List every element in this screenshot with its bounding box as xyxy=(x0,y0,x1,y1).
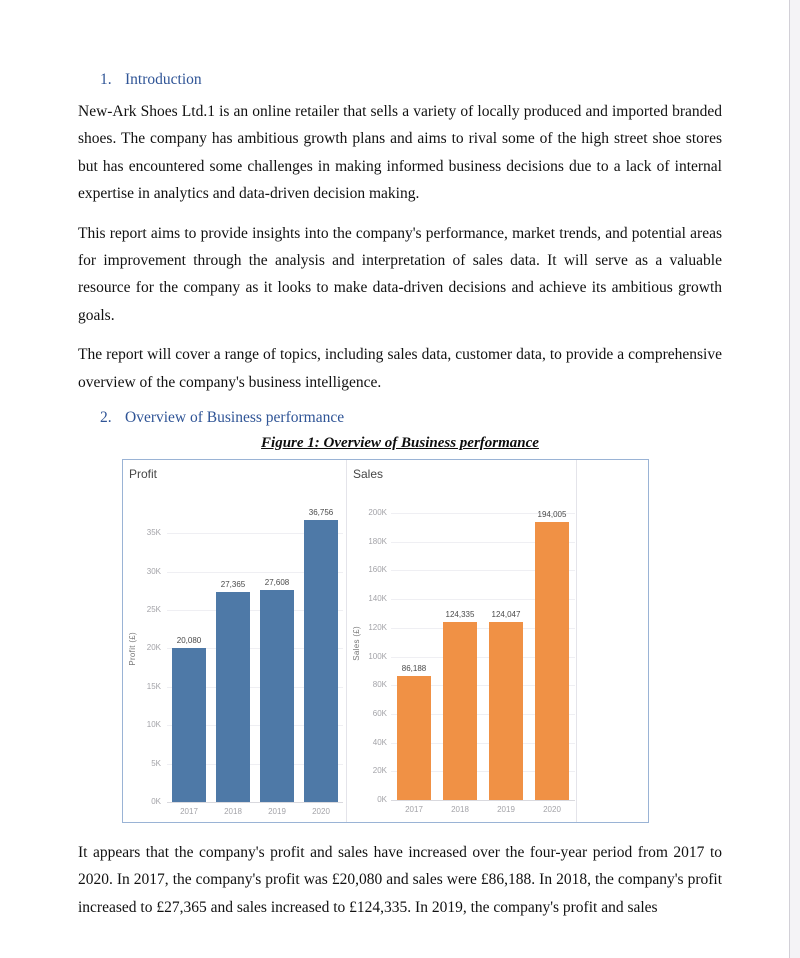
section-heading-introduction xyxy=(78,70,722,89)
profit-x-axis-tick-label: 2017 xyxy=(180,807,198,817)
y-axis-tick-label: 60K xyxy=(372,708,387,718)
body-paragraph: The report will cover a range of topics, including sales data, customer data, to provide a comprehensive overview of the company's business intelligence. xyxy=(78,346,722,391)
body-paragraph: This report aims to provide insights into the company's performance, market trends, and potential areas for improvement through the analysis and interpretation of sales data. It will serve as a valuable resource for the company as it looks to make data-driven decisions and achieve its ambitious growth goals. xyxy=(78,224,722,324)
profit-bar-value-label: 36,756 xyxy=(308,507,334,517)
plot-right-edge-line xyxy=(576,460,577,822)
y-axis-tick-label: 0K xyxy=(377,795,387,805)
profit-chart-panel xyxy=(123,460,347,822)
section-title: Overview of Business performance xyxy=(125,409,345,427)
figure-1-business-performance-chart[interactable] xyxy=(122,459,649,823)
sales-bar-2017 xyxy=(397,676,431,800)
section-number: 1. xyxy=(100,71,112,88)
y-axis-tick-label: 140K xyxy=(368,594,387,604)
y-axis-tick-label: 180K xyxy=(368,536,387,546)
panel-separator xyxy=(346,460,347,822)
y-axis-tick-label: 25K xyxy=(146,605,161,615)
sales-bar-value-label: 194,005 xyxy=(537,509,567,519)
y-axis-tick-label: 200K xyxy=(368,508,387,518)
profit-x-axis-tick-label: 2019 xyxy=(268,807,286,817)
section-number: 2. xyxy=(100,409,112,427)
section-heading-overview xyxy=(78,408,722,427)
body-paragraph: New-Ark Shoes Ltd.1 is an online retailer that sells a variety of locally produced and imported branded shoes. The company has ambitious growth plans and aims to rival some of the high street shoe stores but has encountered some challenges in making informed business decisions due to a lack of internal expertise in analytics and data-driven decision making. xyxy=(78,103,722,203)
body-paragraph: It appears that the company's profit and sales have increased over the four-year period from 2017 to 2020. In 2017, the company's profit was £20,080 and sales were £86,188. In 2018, the company's profit increased to £27,365 and sales increased to £124,335. In 2019, the company's profit and sales xyxy=(78,844,722,916)
y-axis-tick-label: 0K xyxy=(151,797,161,807)
profit-bar-2019 xyxy=(260,590,294,802)
profit-bar-2020 xyxy=(304,520,338,802)
figure-caption: Figure 1: Overview of Business performance xyxy=(261,435,539,452)
profit-x-axis-tick-label: 2020 xyxy=(312,807,330,817)
sales-bar-value-label: 86,188 xyxy=(401,664,427,674)
sales-x-axis-tick-label: 2017 xyxy=(405,805,423,815)
sales-bar-2018 xyxy=(443,622,477,800)
sales-x-axis-tick-label: 2018 xyxy=(451,805,469,815)
gridline xyxy=(167,802,343,803)
profit-bar-value-label: 27,608 xyxy=(264,578,290,588)
sales-x-axis-tick-label: 2020 xyxy=(543,805,561,815)
profit-bar-2017 xyxy=(172,648,206,802)
scrollbar-track[interactable] xyxy=(789,0,800,958)
sales-bar-value-label: 124,335 xyxy=(445,609,475,619)
y-axis-tick-label: 30K xyxy=(146,566,161,576)
profit-x-axis-tick-label: 2018 xyxy=(224,807,242,817)
y-axis-tick-label: 5K xyxy=(151,758,161,768)
y-axis-tick-label: 80K xyxy=(372,680,387,690)
sales-chart-panel xyxy=(347,460,576,822)
sales-bar-2019 xyxy=(489,622,523,800)
y-axis-tick-label: 20K xyxy=(146,643,161,653)
y-axis-tick-label: 35K xyxy=(146,528,161,538)
document-content xyxy=(78,70,722,933)
sales-x-axis-tick-label: 2019 xyxy=(497,805,515,815)
profit-bar-2018 xyxy=(216,592,250,802)
profit-y-axis-label: Profit (£) xyxy=(128,632,137,666)
y-axis-tick-label: 40K xyxy=(372,737,387,747)
gridline xyxy=(391,800,575,801)
y-axis-tick-label: 15K xyxy=(146,681,161,691)
sales-y-axis-label: Sales (£) xyxy=(352,625,361,661)
y-axis-tick-label: 10K xyxy=(146,720,161,730)
y-axis-tick-label: 160K xyxy=(368,565,387,575)
section-title: Introduction xyxy=(125,71,202,88)
y-axis-tick-label: 120K xyxy=(368,622,387,632)
profit-bar-value-label: 20,080 xyxy=(176,635,202,645)
y-axis-tick-label: 20K xyxy=(372,766,387,776)
profit-bar-value-label: 27,365 xyxy=(220,579,246,589)
sales-bar-2020 xyxy=(535,522,569,800)
profit-panel-title: Profit xyxy=(129,467,158,482)
y-axis-tick-label: 100K xyxy=(368,651,387,661)
sales-bar-value-label: 124,047 xyxy=(491,610,521,620)
sales-panel-title: Sales xyxy=(353,467,384,482)
